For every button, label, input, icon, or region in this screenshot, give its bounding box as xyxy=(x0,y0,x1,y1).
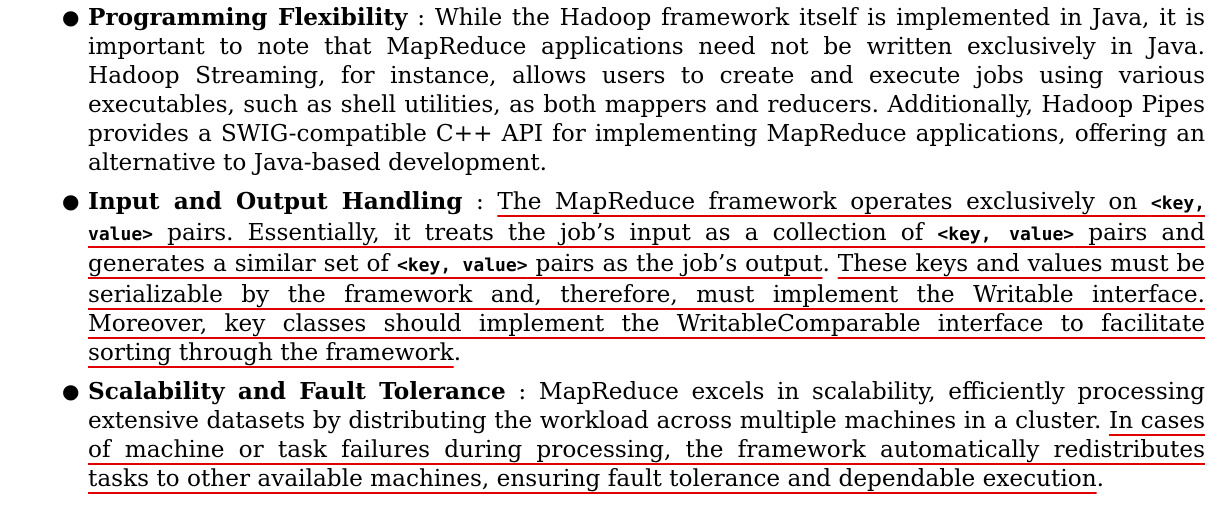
item-title: Scalability and Fault Tolerance xyxy=(88,378,506,405)
text-segment: . xyxy=(822,250,838,277)
text-segment: . xyxy=(453,339,462,366)
text-segment: pairs. Essentially, it treats the job’s input as a collection of xyxy=(153,219,938,246)
list-item-input-output-handling xyxy=(62,187,1205,367)
code-key-value: <key, value> xyxy=(396,255,528,276)
bullet-icon: ● xyxy=(62,189,80,213)
text-segment: pairs as the job’s output xyxy=(527,250,823,277)
item-title: Programming Flexibility xyxy=(88,4,408,31)
list-item-scalability-fault-tolerance xyxy=(62,377,1205,493)
list-item-programming-flexibility xyxy=(62,3,1205,177)
code-key-value: <key, value> xyxy=(937,224,1075,245)
document-body xyxy=(62,3,1205,503)
item-separator: : xyxy=(462,188,498,215)
item-separator: : xyxy=(407,4,435,31)
text-segment: . xyxy=(1096,465,1105,492)
underlined-text: These keys and values must be serializable by the framework and, therefore, must implement the Writable interface. Moreover, key classes should implement the WritableComparable interface to facilitate sorting through the framework xyxy=(88,250,1205,366)
underlined-text: In cases of machine or task failures during processing, the framework automatically redistributes tasks to other available machines, ensuring fault tolerance and dependable execution xyxy=(88,407,1205,492)
code-key-value: <key, value> xyxy=(88,193,1205,245)
bullet-icon: ● xyxy=(62,5,80,29)
bullet-icon: ● xyxy=(62,379,80,403)
item-text: MapReduce excels in scalability, efficiently processing extensive datasets by distributing the workload across multiple machines in a cluster. xyxy=(88,378,1205,434)
item-separator: : xyxy=(505,378,539,405)
text-segment: pairs and generates a similar set of xyxy=(88,219,1205,277)
item-text: While the Hadoop framework itself is implemented in Java, it is important to note that MapReduce applications need not be written exclusively in Java. Hadoop Streaming, for instance, allows users to create and execute jobs using various executables, such as shell utilities, as both mappers and reducers. Additionally, Hadoop Pipes provides a SWIG-compatible C++ API for implementing MapReduce applications, offering an alternative to Java-based development. xyxy=(88,4,1205,176)
text-segment: The MapReduce framework operates exclusively on xyxy=(497,188,1151,215)
item-title: Input and Output Handling xyxy=(88,188,463,215)
